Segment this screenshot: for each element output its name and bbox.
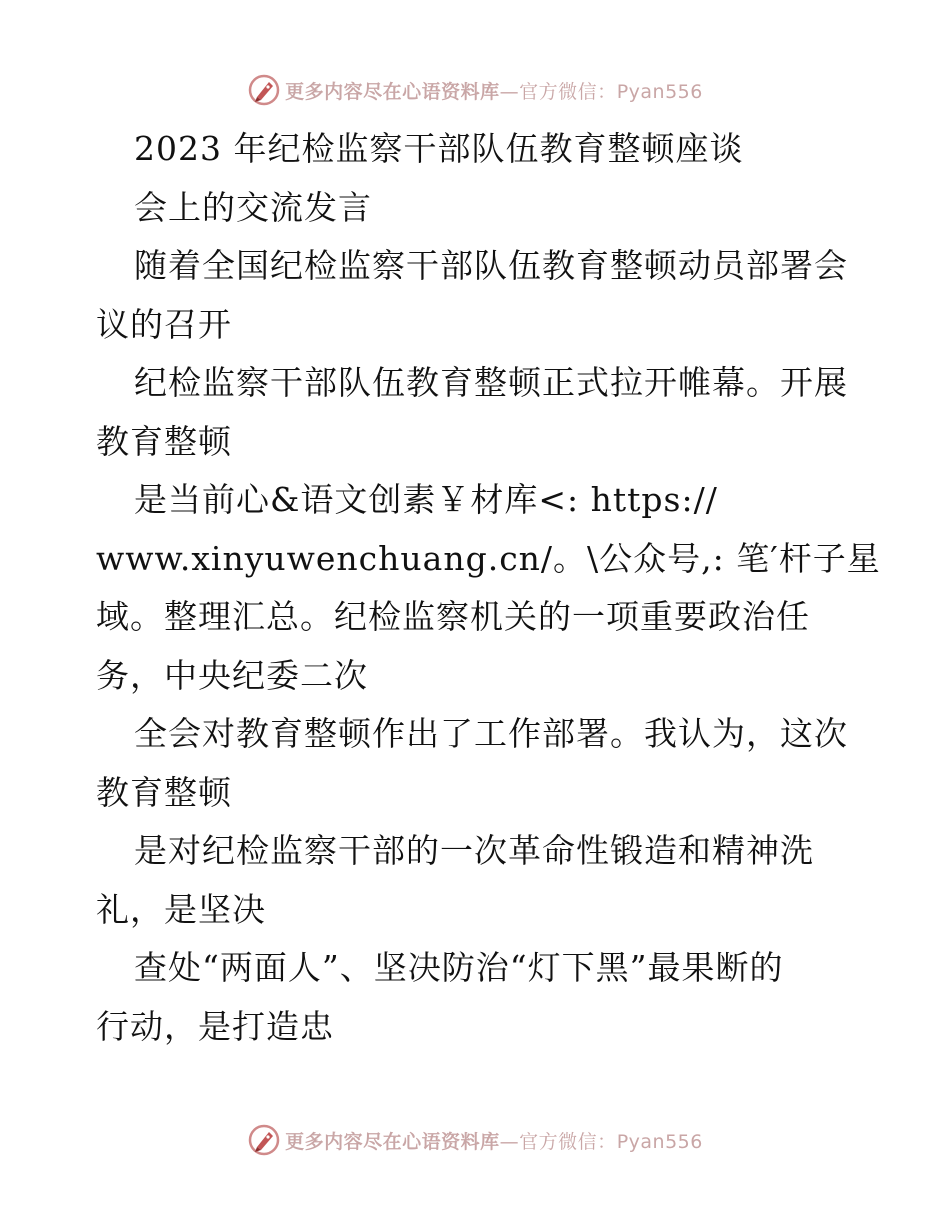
header-watermark-banner	[0, 70, 950, 110]
pen-nib-logo-icon	[247, 73, 281, 107]
paragraph-line: www.xinyuwenchuang.cn/。\公众号,: 笔′杆子星	[96, 538, 881, 578]
footer-watermark-text: 更多内容尽在心语资料库—官方微信：Pyan556	[285, 1130, 703, 1153]
paragraph-line: 行动，是打造忠	[96, 1006, 334, 1046]
header-watermark-text: 更多内容尽在心语资料库—官方微信：Pyan556	[285, 80, 703, 103]
paragraph-line: 查处“两面人”、坚决防治“灯下黑”最果断的	[134, 948, 784, 987]
pen-nib-logo-icon	[247, 1123, 281, 1157]
doc-title-line-2: 会上的交流发言	[134, 187, 372, 227]
paragraph-line: 议的召开	[96, 304, 232, 344]
doc-title-line-1: 2023 年纪检监察干部队伍教育整顿座谈	[134, 129, 744, 168]
footer-watermark-banner	[0, 1120, 950, 1160]
paragraph-line: 是对纪检监察干部的一次革命性锻造和精神洗	[134, 831, 814, 870]
paragraph-line: 教育整顿	[96, 421, 232, 461]
paragraph-line: 随着全国纪检监察干部队伍教育整顿动员部署会	[134, 246, 848, 285]
paragraph-line: 纪检监察干部队伍教育整顿正式拉开帷幕。开展	[134, 363, 848, 402]
paragraph-line: 礼，是坚决	[96, 889, 266, 929]
paragraph-line: 是当前心&语文创素￥材库<: https://	[134, 480, 718, 519]
paragraph-line: 全会对教育整顿作出了工作部署。我认为，这次	[134, 714, 848, 753]
paragraph-line: 务，中央纪委二次	[96, 655, 368, 695]
paragraph-line: 域。整理汇总。纪检监察机关的一项重要政治任	[96, 597, 810, 636]
paragraph-line: 教育整顿	[96, 772, 232, 812]
document-body	[96, 120, 881, 1056]
